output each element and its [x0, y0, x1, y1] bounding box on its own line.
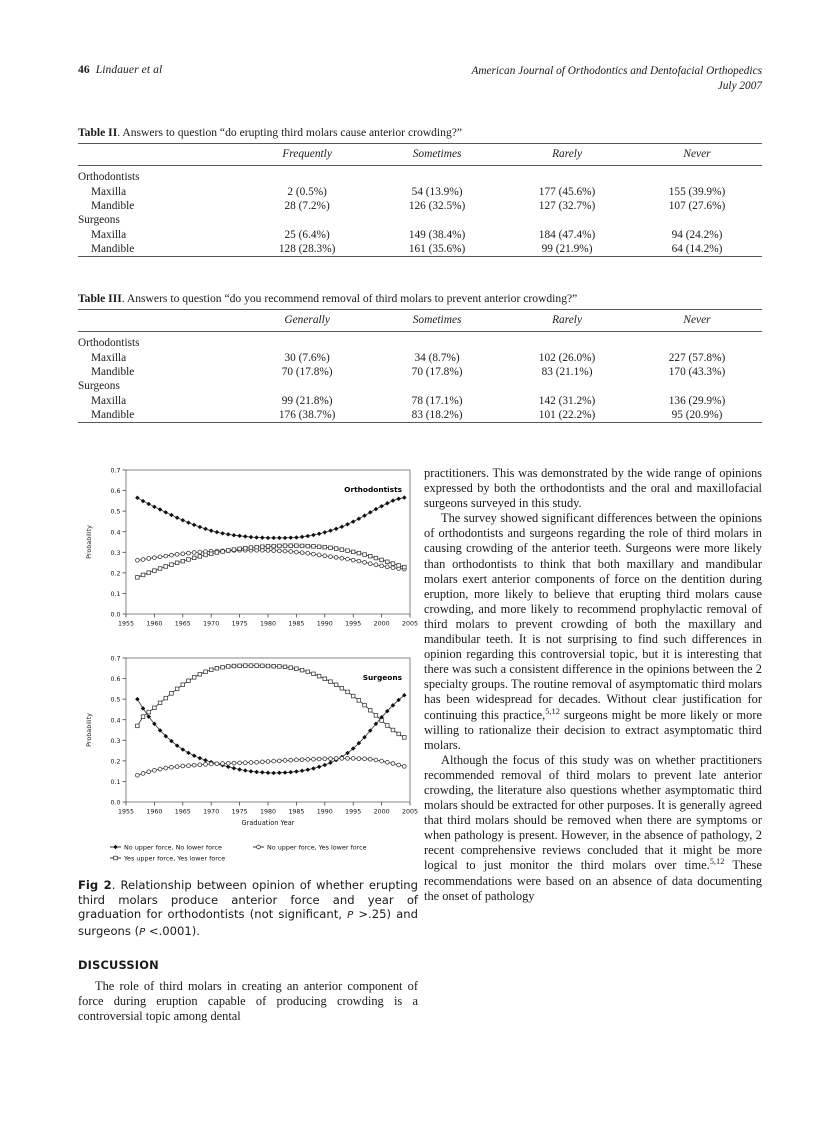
reference-marker-1: 5,12 [545, 706, 560, 716]
table-2-r0-c3 [632, 170, 762, 184]
table-2-r3-c2 [502, 213, 632, 227]
right-paragraph-2 [424, 753, 762, 904]
table-3-head [78, 310, 762, 332]
table-3-r0-label: Orthodontists [78, 337, 140, 350]
table-row [78, 379, 762, 393]
table-3-r2-c0: 70 (17.8%) [281, 365, 333, 378]
table-3-r2-c1: 70 (17.8%) [411, 365, 463, 378]
svg-text:0.4: 0.4 [110, 529, 121, 537]
left-column [78, 958, 418, 1024]
chart-surgeons [78, 650, 418, 838]
page-number: 46 [78, 64, 90, 76]
table-2-r5-c3: 64 (14.2%) [671, 243, 723, 256]
svg-text:1980: 1980 [259, 808, 277, 816]
svg-text:1985: 1985 [288, 808, 305, 816]
table-3-r5-c3: 95 (20.9%) [671, 409, 723, 422]
right-paragraph-1-tail: surgeons might be more likely or more willing to rationalize their decision to extract asymptomatic third molars. [424, 707, 762, 752]
table-3-r2-c2: 83 (21.1%) [541, 365, 593, 378]
table-row [78, 228, 762, 242]
running-head-authors: Lindauer et al [95, 64, 163, 76]
svg-text:Probability: Probability [85, 525, 93, 559]
table-3-header-row [78, 310, 762, 332]
table-2-r0-c0 [242, 170, 372, 184]
table-3-r1-c3: 227 (57.8%) [668, 351, 726, 364]
table-3-r4-label: Maxilla [91, 394, 127, 407]
svg-text:0.1: 0.1 [110, 779, 121, 787]
table-2-col-header-3: Never [683, 148, 711, 160]
table-3-r2-label: Mandible [91, 365, 135, 378]
svg-text:0.7: 0.7 [110, 655, 121, 663]
table-3-r3-label: Surgeons [78, 380, 120, 393]
svg-text:Yes upper force, Yes lower for: Yes upper force, Yes lower force [124, 854, 226, 863]
table-3-r5-c1: 83 (18.2%) [411, 409, 463, 422]
table-3-col-header-1: Sometimes [412, 314, 462, 326]
svg-text:2000: 2000 [373, 808, 390, 816]
svg-text:Graduation Year: Graduation Year [241, 819, 295, 827]
svg-text:1960: 1960 [146, 620, 163, 628]
table-2-r4-label: Maxilla [91, 228, 127, 241]
svg-text:1995: 1995 [345, 808, 362, 816]
table-2-r5-c0: 128 (28.3%) [278, 243, 336, 256]
table-2-r0-label: Orthodontists [78, 171, 140, 184]
table-row [78, 184, 762, 198]
table-2 [78, 143, 762, 257]
table-3-r2-c3: 170 (43.3%) [668, 365, 726, 378]
figure-2-p-value-2: P [139, 926, 146, 938]
table-3-r0-c2 [502, 336, 632, 350]
table-2-r2-c3: 107 (27.6%) [668, 199, 726, 212]
svg-text:0.5: 0.5 [110, 508, 121, 516]
svg-text:1955: 1955 [117, 620, 135, 628]
table-2-r0-c1 [372, 170, 502, 184]
issue-date: July 2007 [717, 79, 762, 92]
table-row [78, 242, 762, 257]
svg-text:1975: 1975 [231, 808, 248, 816]
table-2-r1-c2: 177 (45.6%) [538, 185, 596, 198]
svg-text:0.4: 0.4 [110, 717, 121, 725]
table-3-r1-label: Maxilla [91, 351, 127, 364]
table-2-r4-c3: 94 (24.2%) [671, 228, 723, 241]
table-3-r5-label: Mandible [91, 409, 135, 422]
table-3-r5-c0: 176 (38.7%) [278, 409, 336, 422]
table-3-body [78, 332, 762, 423]
svg-text:1970: 1970 [203, 808, 220, 816]
table-row [78, 213, 762, 227]
svg-text:0.2: 0.2 [110, 758, 121, 766]
svg-text:0.0: 0.0 [110, 799, 121, 807]
svg-text:1990: 1990 [316, 808, 333, 816]
discussion-left-paragraph: The role of third molars in creating an anterior component of force during eruption capable of producing crowding is a controversial topic among dental [78, 979, 418, 1024]
table-2-r3-label: Surgeons [78, 214, 120, 227]
table-row [78, 350, 762, 364]
discussion-heading: DISCUSSION [78, 958, 159, 972]
table-2-r3-c1 [372, 213, 502, 227]
table-row [78, 336, 762, 350]
table-2-col-header-1: Sometimes [412, 148, 462, 160]
running-head-left [78, 64, 162, 76]
table-3-r3-c3 [632, 379, 762, 393]
svg-text:0.0: 0.0 [110, 611, 121, 619]
table-row [78, 365, 762, 379]
table-2-r5-c1: 161 (35.6%) [408, 243, 466, 256]
table-2-r3-c3 [632, 213, 762, 227]
figure-2-caption-part2: >.25) and surgeons ( [78, 907, 418, 938]
table-2-header-row [78, 144, 762, 166]
table-3-label: Table III [78, 292, 122, 305]
table-3-r1-c0: 30 (7.6%) [284, 351, 330, 364]
table-2-caption [78, 126, 762, 139]
svg-text:1995: 1995 [345, 620, 362, 628]
svg-text:Probability: Probability [85, 713, 93, 747]
table-2-r5-c2: 99 (21.9%) [541, 243, 593, 256]
table-3-block [78, 292, 762, 423]
svg-text:0.2: 0.2 [110, 570, 121, 578]
table-2-r1-c0: 2 (0.5%) [287, 185, 327, 198]
figure-2-caption-part3: <.0001). [145, 923, 200, 938]
table-3-r3-c2 [502, 379, 632, 393]
right-column [424, 466, 762, 904]
table-3-col-header-2: Rarely [552, 314, 583, 326]
table-3-r0-c1 [372, 336, 502, 350]
svg-text:0.1: 0.1 [110, 591, 121, 599]
svg-text:2000: 2000 [373, 620, 390, 628]
svg-text:1955: 1955 [117, 808, 135, 816]
table-2-col-header-2: Rarely [552, 148, 583, 160]
svg-text:0.3: 0.3 [110, 737, 121, 745]
table-2-caption-text: . Answers to question “do erupting third molars cause anterior crowding?” [117, 126, 463, 139]
running-head-right [471, 64, 762, 93]
table-3-r5-c2: 101 (22.2%) [538, 409, 596, 422]
svg-text:0.6: 0.6 [110, 488, 121, 496]
table-row [78, 199, 762, 213]
table-2-r0-c2 [502, 170, 632, 184]
table-row [78, 170, 762, 184]
table-3-caption [78, 292, 762, 305]
right-paragraph-2-tail: These recommendations were based on an absence of data documenting the onset of pathology [424, 858, 762, 903]
table-3-stub-header [78, 310, 242, 332]
svg-text:1980: 1980 [259, 620, 277, 628]
chart-legend-svg [78, 839, 418, 869]
table-2-body [78, 166, 762, 257]
chart-surgeons-svg [78, 650, 418, 838]
table-2-r2-label: Mandible [91, 199, 135, 212]
table-3 [78, 309, 762, 423]
svg-text:2005: 2005 [401, 620, 418, 628]
table-3-r3-c1 [372, 379, 502, 393]
table-2-r4-c0: 25 (6.4%) [284, 228, 330, 241]
table-2-r5-label: Mandible [91, 243, 135, 256]
right-paragraph-2-text: Although the focus of this study was on whether practitioners recommended removal of third molars to prevent late anterior crowding, the literature also questions whether asymptomatic third molars should be extracted for other purposes. It is generally agreed that third molars should be removed when there are symptoms or when pathology is present. However, in the absence of pathology, 2 recent comprehensive reviews concluded that it might be more logical to just monitor the third molars over time. [424, 752, 762, 873]
table-2-r2-c2: 127 (32.7%) [538, 199, 596, 212]
journal-title: American Journal of Orthodontics and Dentofacial Orthopedics [471, 65, 762, 77]
table-2-head [78, 144, 762, 166]
figure-2-label: Fig 2 [78, 878, 112, 892]
svg-text:0.6: 0.6 [110, 676, 121, 684]
table-3-r4-c0: 99 (21.8%) [281, 394, 333, 407]
svg-text:No upper force, No lower force: No upper force, No lower force [124, 843, 222, 852]
table-2-r2-c1: 126 (32.5%) [408, 199, 466, 212]
figure-2-p-value-1: P [347, 910, 354, 922]
svg-text:1990: 1990 [316, 620, 333, 628]
table-2-r3-c0 [242, 213, 372, 227]
running-head [78, 64, 762, 100]
svg-text:1985: 1985 [288, 620, 305, 628]
table-3-r0-c3 [632, 336, 762, 350]
figure-2-caption-part1: . Relationship between opinion of whether erupting third molars produce anterior force and year of graduation for orthodontists (not significant, [78, 878, 418, 922]
svg-text:0.7: 0.7 [110, 467, 121, 475]
svg-text:1970: 1970 [203, 620, 220, 628]
table-3-r0-c0 [242, 336, 372, 350]
table-2-r1-c3: 155 (39.9%) [668, 185, 726, 198]
table-3-r1-c2: 102 (26.0%) [538, 351, 596, 364]
table-2-r1-c1: 54 (13.9%) [411, 185, 463, 198]
right-paragraph-0: practitioners. This was demonstrated by the wide range of opinions expressed by both the orthodontists and the oral and maxillofacial surgeons surveyed in this study. [424, 466, 762, 511]
table-3-r4-c1: 78 (17.1%) [411, 394, 463, 407]
table-3-r4-c2: 142 (31.2%) [538, 394, 596, 407]
figure-2-caption [78, 878, 418, 940]
table-3-col-header-0: Generally [284, 314, 330, 326]
table-2-block [78, 126, 762, 257]
table-2-col-header-0: Frequently [282, 148, 332, 160]
table-2-r1-label: Maxilla [91, 185, 127, 198]
table-row [78, 394, 762, 408]
table-2-r2-c0: 28 (7.2%) [284, 199, 330, 212]
svg-text:Surgeons: Surgeons [362, 673, 402, 682]
svg-text:1965: 1965 [174, 620, 191, 628]
table-3-r4-c3: 136 (29.9%) [668, 394, 726, 407]
svg-text:0.5: 0.5 [110, 696, 121, 704]
table-2-r4-c2: 184 (47.4%) [538, 228, 596, 241]
svg-text:1975: 1975 [231, 620, 248, 628]
chart-legend [78, 839, 418, 869]
svg-text:2005: 2005 [401, 808, 418, 816]
svg-text:No upper force, Yes lower forc: No upper force, Yes lower force [267, 843, 367, 852]
right-paragraph-1-text: The survey showed significant differences between the opinions of orthodontists and surgeons regarding the role of third molars in causing crowding of the anterior teeth. Surgeons were more likely than orthodontists to think that both maxillary and mandibular molars exert anterior components of force on the dentition during eruption, more likely to believe that erupting third molars cause crowding, and more likely to recommend prophylactic removal of third molars to prevent crowding of both the maxillary and mandibular teeth. It is not surprising to find such differences in opinion regarding this controversial topic, but it is interesting that there was such a consistent difference in the opinions between the 2 specialty groups. The routine removal of asymptomatic third molars has been widespread for decades. Without clear justification for continuing this practice, [424, 511, 762, 722]
table-row [78, 408, 762, 423]
table-2-r4-c1: 149 (38.4%) [408, 228, 466, 241]
table-2-label: Table II [78, 126, 118, 139]
table-3-caption-text: . Answers to question “do you recommend removal of third molars to prevent anterior crowding?” [121, 292, 578, 305]
svg-text:Orthodontists: Orthodontists [344, 485, 402, 494]
svg-text:0.3: 0.3 [110, 549, 121, 557]
reference-marker-2: 5,12 [709, 857, 725, 867]
right-paragraph-1 [424, 511, 762, 753]
chart-orthodontists-svg [78, 462, 418, 650]
table-3-r3-c0 [242, 379, 372, 393]
table-3-col-header-3: Never [683, 314, 711, 326]
svg-text:1965: 1965 [174, 808, 191, 816]
table-2-stub-header [78, 144, 242, 166]
figure-2 [78, 462, 418, 869]
svg-text:1960: 1960 [146, 808, 163, 816]
table-3-r1-c1: 34 (8.7%) [414, 351, 460, 364]
chart-orthodontists [78, 462, 418, 650]
